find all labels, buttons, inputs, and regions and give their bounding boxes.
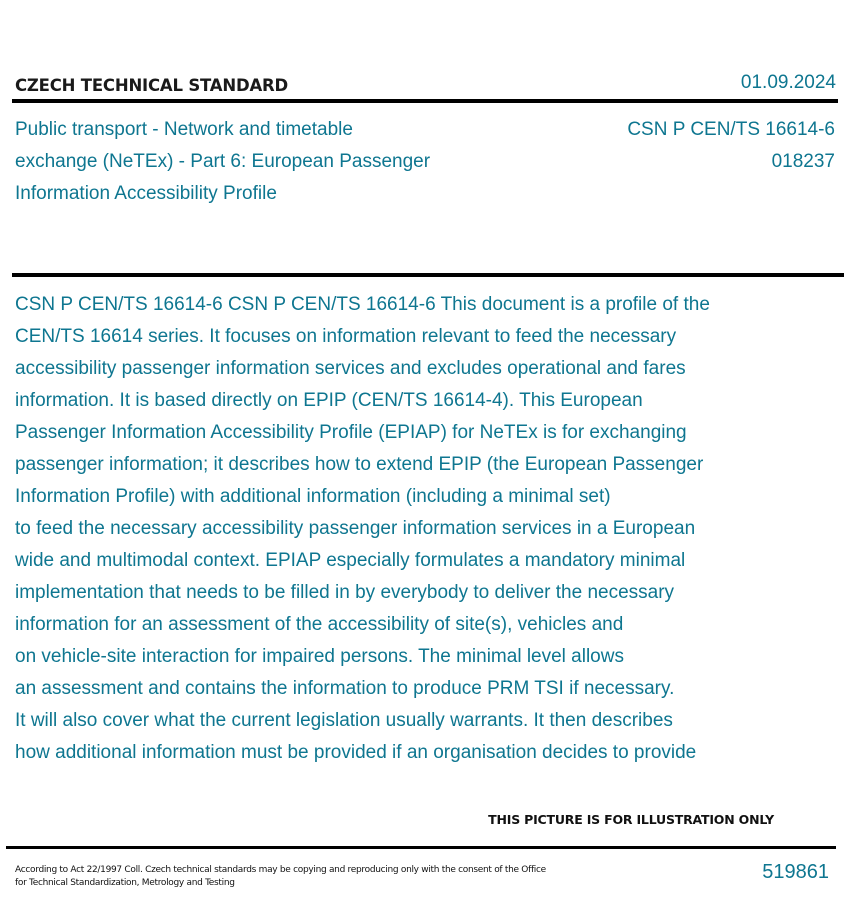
abstract-line: how additional information must be provided if an organisation decides to provide (15, 742, 697, 763)
document-abstract (15, 289, 845, 769)
header-divider (12, 99, 838, 103)
footer-divider (6, 846, 836, 849)
document-title (15, 114, 505, 210)
abstract-line: implementation that needs to be filled in by everybody to deliver the necessary (15, 582, 675, 603)
abstract-line: information for an assessment of the accessibility of site(s), vehicles and (15, 614, 624, 635)
abstract-line: It will also cover what the current legislation usually warrants. It then describes (15, 710, 673, 731)
abstract-line: wide and multimodal context. EPIAP especially formulates a mandatory minimal (15, 550, 686, 571)
abstract-line: passenger information; it describes how to extend EPIP (the European Passenger (15, 454, 704, 475)
title-line: Public transport - Network and timetable (15, 119, 353, 140)
abstract-line: accessibility passenger information services and excludes operational and fares (15, 358, 686, 379)
footer-product-code: 519861 (762, 861, 829, 883)
legal-notice (15, 864, 546, 890)
standard-type-heading: CZECH TECHNICAL STANDARD (15, 76, 289, 95)
standard-code: CSN P CEN/TS 16614-6 (627, 119, 835, 140)
abstract-line: to feed the necessary accessibility passenger information services in a European (15, 518, 696, 539)
abstract-line: CSN P CEN/TS 16614-6 CSN P CEN/TS 16614-6 This document is a profile of the (15, 294, 710, 315)
abstract-line: CEN/TS 16614 series. It focuses on information relevant to feed the necessary (15, 326, 677, 347)
catalog-number: 018237 (771, 151, 835, 172)
abstract-line: Information Profile) with additional information (including a minimal set) (15, 486, 611, 507)
legal-notice-line: According to Act 22/1997 Coll. Czech technical standards may be copying and reproducing only with the consent of the Office (15, 865, 546, 875)
standard-identifier (627, 114, 835, 178)
publication-date: 01.09.2024 (740, 72, 836, 93)
abstract-line: an assessment and contains the information to produce PRM TSI if necessary. (15, 678, 675, 699)
title-line: Information Accessibility Profile (15, 183, 277, 204)
title-divider (12, 273, 844, 277)
abstract-line: on vehicle-site interaction for impaired persons. The minimal level allows (15, 646, 624, 667)
abstract-line: information. It is based directly on EPIP (CEN/TS 16614-4). This European (15, 390, 643, 411)
title-line: exchange (NeTEx) - Part 6: European Passenger (15, 151, 431, 172)
legal-notice-line: for Technical Standardization, Metrology and Testing (15, 878, 235, 888)
illustration-disclaimer: THIS PICTURE IS FOR ILLUSTRATION ONLY (488, 812, 774, 827)
abstract-line: Passenger Information Accessibility Profile (EPIAP) for NeTEx is for exchanging (15, 422, 687, 443)
